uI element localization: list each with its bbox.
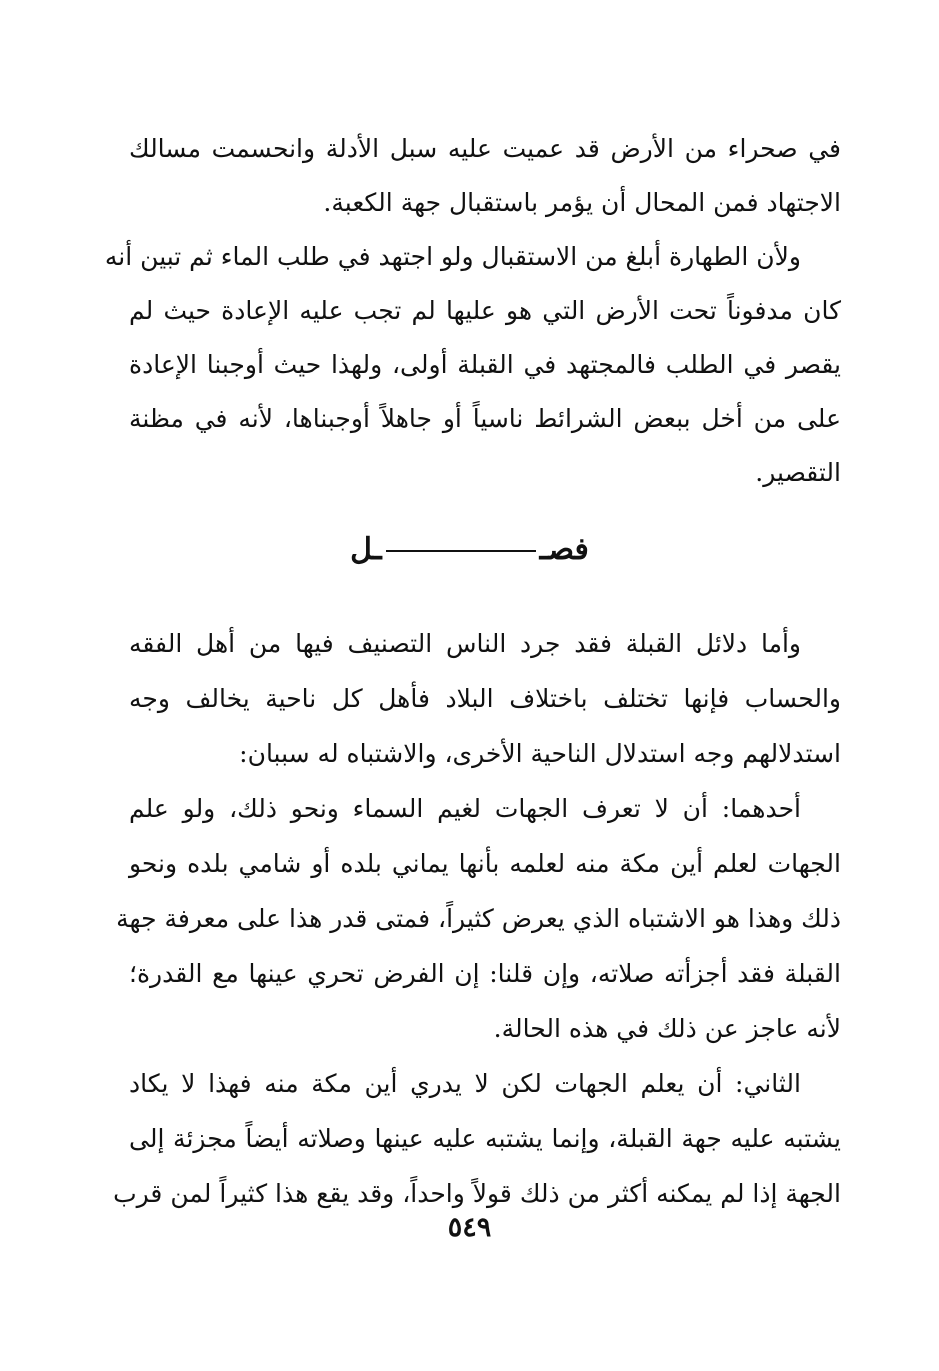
text-line: الثاني: أن يعلم الجهات لكن لا يدري أين مكة منه فهذا لا يكاد xyxy=(129,1069,801,1098)
text-line: وأما دلائل القبلة فقد جرد الناس التصنيف فيها من أهل الفقه xyxy=(129,629,801,658)
page-number: ٥٤٩ xyxy=(447,1212,492,1243)
text-line: التقصير. xyxy=(755,458,841,487)
bottom-text-block xyxy=(113,616,841,1221)
text-line: ولأن الطهارة أبلغ من الاستقبال ولو اجتهد في طلب الماء ثم تبين أنه xyxy=(104,242,801,271)
text-line: الجهة إذا لم يمكنه أكثر من ذلك قولاً واحداً، وقد يقع هذا كثيراً لمن قرب xyxy=(113,1179,841,1208)
text-line: الجهات لعلم أين مكة منه لعلمه بأنها يماني بلده أو شامي بلده ونحو xyxy=(129,849,841,878)
text-line: لأنه عاجز عن ذلك في هذه الحالة. xyxy=(493,1014,841,1043)
text-line: الاجتهاد فمن المحال أن يؤمر باستقبال جهة الكعبة. xyxy=(323,188,841,217)
section-heading xyxy=(0,520,939,580)
heading-end: ـل xyxy=(350,532,382,567)
text-line: كان مدفوناً تحت الأرض التي هو عليها لم تجب عليه الإعادة حيث لم xyxy=(129,296,841,325)
text-line: في صحراء من الأرض قد عميت عليه سبل الأدلة وانحسمت مسالك xyxy=(129,134,841,163)
text-line: يشتبه عليه جهة القبلة، وإنما يشتبه عليه عينها وصلاته أيضاً مجزئة إلى xyxy=(129,1124,841,1153)
text-line: القبلة فقد أجزأته صلاته، وإن قلنا: إن الفرض تحري عينها مع القدرة؛ xyxy=(129,959,841,988)
text-line: يقصر في الطلب فالمجتهد في القبلة أولى، ولهذا حيث أوجبنا الإعادة xyxy=(129,350,841,379)
top-text-block xyxy=(104,122,841,500)
text-line: أحدهما: أن لا تعرف الجهات لغيم السماء ونحو ذلك، ولو علم xyxy=(129,794,801,823)
heading-kashida-line xyxy=(386,550,536,552)
heading-start: فصـ xyxy=(539,532,589,567)
text-line: ذلك وهذا هو الاشتباه الذي يعرض كثيراً، فمتى قدر هذا على معرفة جهة xyxy=(116,904,841,933)
text-line: على من أخل ببعض الشرائط ناسياً أو جاهلاً أوجبناها، لأنه في مظنة xyxy=(129,404,841,433)
text-line: استدلالهم وجه استدلال الناحية الأخرى، والاشتباه له سببان: xyxy=(239,739,841,768)
text-line: والحساب فإنها تختلف باختلاف البلاد فأهل كل ناحية يخالف وجه xyxy=(129,684,841,713)
